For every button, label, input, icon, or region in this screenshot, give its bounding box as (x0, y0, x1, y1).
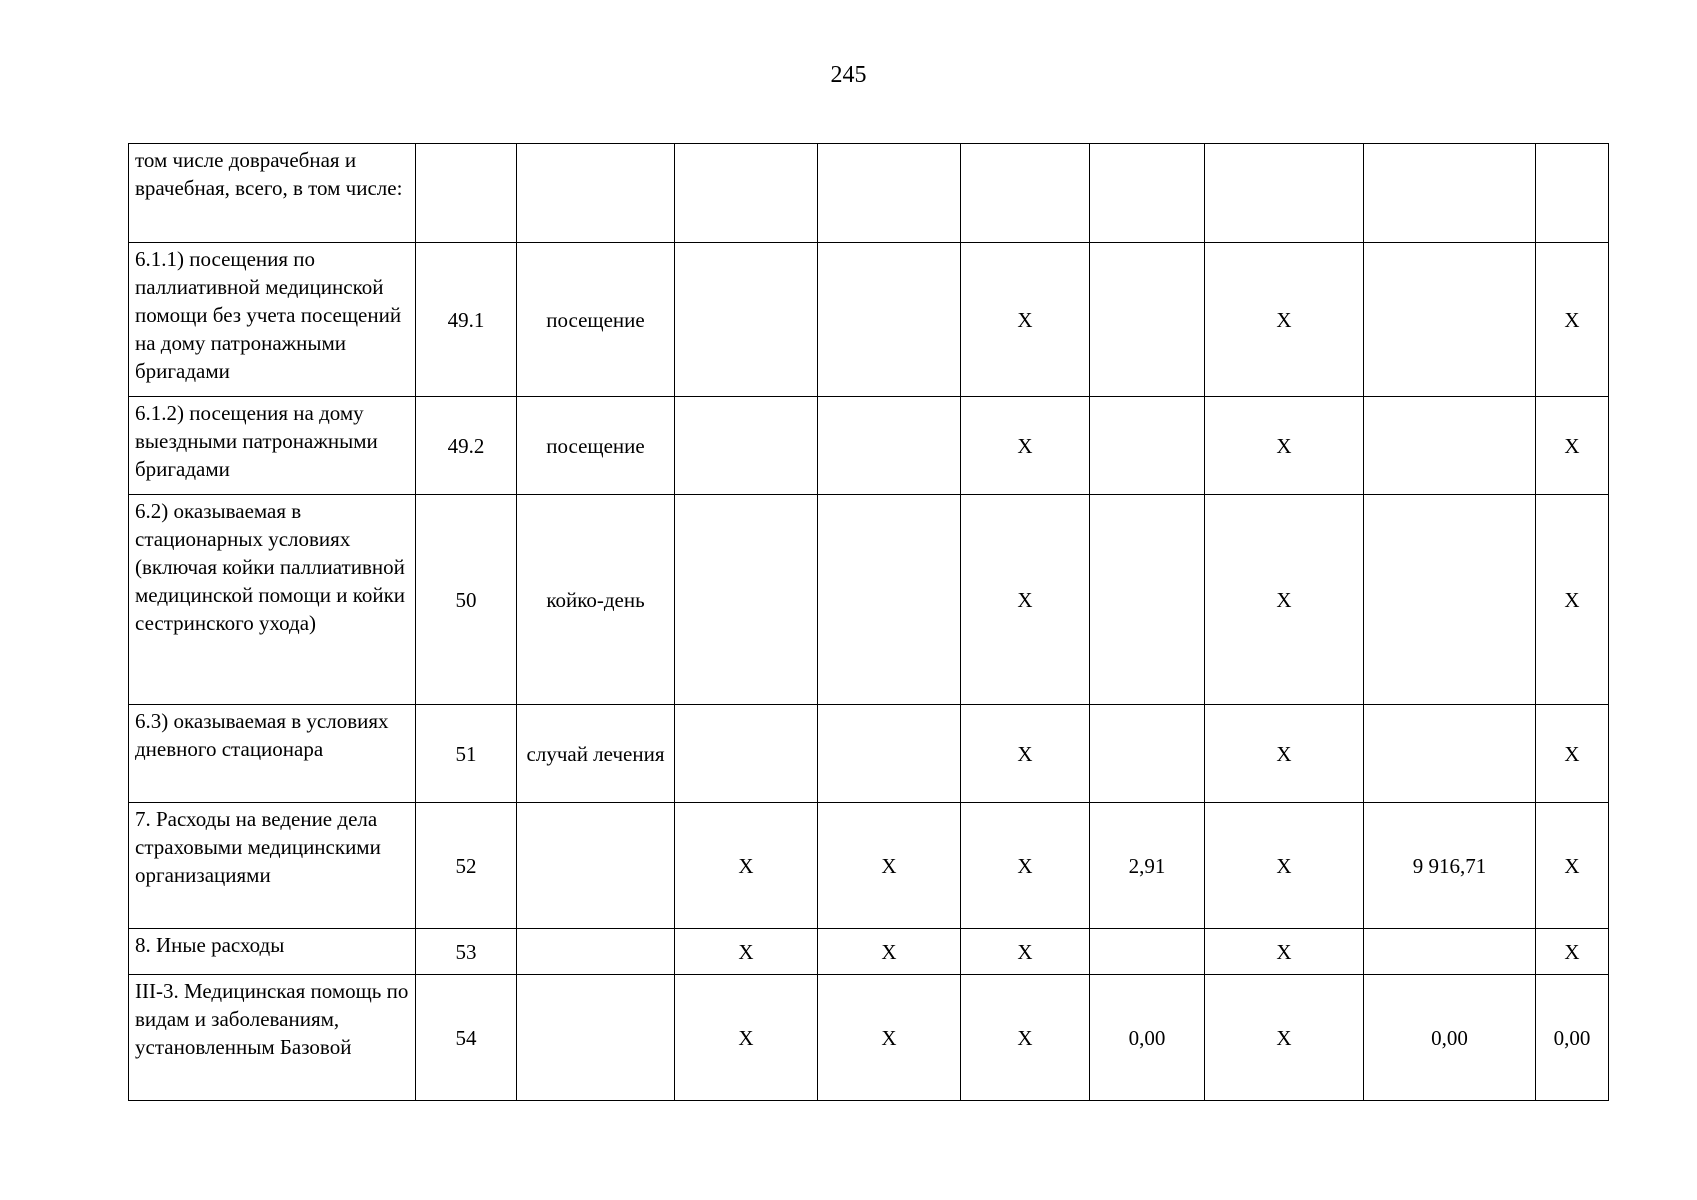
row-name: 8. Иные расходы (129, 929, 416, 975)
cell-col9: X (1536, 397, 1609, 495)
row-unit (517, 975, 675, 1101)
cell-col9: X (1536, 495, 1609, 705)
row-name: III-3. Медицинская помощь по видам и заболеваниям, установленным Базовой (129, 975, 416, 1101)
cell-col6 (1090, 243, 1205, 397)
table-row (129, 705, 1609, 803)
table-row (129, 243, 1609, 397)
row-code: 49.1 (416, 243, 517, 397)
row-name: 7. Расходы на ведение дела страховыми медицинскими организациями (129, 803, 416, 929)
cell-col8 (1364, 495, 1536, 705)
row-code: 51 (416, 705, 517, 803)
page-number: 245 (830, 62, 867, 88)
row-name: 6.3) оказываемая в условиях дневного стационара (129, 705, 416, 803)
cell-col6 (1090, 397, 1205, 495)
row-unit (517, 144, 675, 243)
cell-col7: X (1205, 929, 1364, 975)
cell-col9: X (1536, 705, 1609, 803)
cell-col8 (1364, 705, 1536, 803)
cell-col6: 2,91 (1090, 803, 1205, 929)
row-unit: койко-день (517, 495, 675, 705)
cell-col8 (1364, 397, 1536, 495)
cell-col7: X (1205, 975, 1364, 1101)
row-code: 50 (416, 495, 517, 705)
cell-col9: X (1536, 803, 1609, 929)
cell-col6 (1090, 144, 1205, 243)
cell-col6 (1090, 929, 1205, 975)
row-name: 6.1.2) посещения на дому выездными патронажными бригадами (129, 397, 416, 495)
cell-col5: X (961, 975, 1090, 1101)
table-row (129, 975, 1609, 1101)
row-unit: случай лечения (517, 705, 675, 803)
data-table (128, 143, 1609, 1101)
cell-col3 (675, 144, 818, 243)
row-unit (517, 929, 675, 975)
cell-col5: X (961, 705, 1090, 803)
row-name: 6.1.1) посещения по паллиативной медицинской помощи без учета посещений на дому патронажными бригадами (129, 243, 416, 397)
cell-col8 (1364, 929, 1536, 975)
row-name: 6.2) оказываемая в стационарных условиях (включая койки паллиативной медицинской помощи и койки сестринского ухода) (129, 495, 416, 705)
cell-col8: 0,00 (1364, 975, 1536, 1101)
table-row (129, 495, 1609, 705)
cell-col4: X (818, 803, 961, 929)
cell-col9: X (1536, 929, 1609, 975)
cell-col9 (1536, 144, 1609, 243)
cell-col4 (818, 397, 961, 495)
cell-col5: X (961, 929, 1090, 975)
cell-col7: X (1205, 495, 1364, 705)
cell-col3: X (675, 929, 818, 975)
row-code: 52 (416, 803, 517, 929)
table-row (129, 397, 1609, 495)
cell-col3 (675, 397, 818, 495)
cell-col4 (818, 144, 961, 243)
cell-col6 (1090, 705, 1205, 803)
row-unit (517, 803, 675, 929)
cell-col4 (818, 243, 961, 397)
table-row (129, 929, 1609, 975)
cell-col3: X (675, 803, 818, 929)
row-unit: посещение (517, 397, 675, 495)
cell-col3 (675, 705, 818, 803)
cell-col7: X (1205, 705, 1364, 803)
cell-col3 (675, 243, 818, 397)
row-code: 49.2 (416, 397, 517, 495)
cell-col7 (1205, 144, 1364, 243)
row-name: том числе доврачебная и врачебная, всего, в том числе: (129, 144, 416, 243)
table-row (129, 803, 1609, 929)
cell-col5: X (961, 495, 1090, 705)
cell-col7: X (1205, 243, 1364, 397)
cell-col8: 9 916,71 (1364, 803, 1536, 929)
row-code (416, 144, 517, 243)
cell-col8 (1364, 243, 1536, 397)
row-code: 54 (416, 975, 517, 1101)
cell-col6: 0,00 (1090, 975, 1205, 1101)
cell-col3: X (675, 975, 818, 1101)
cell-col4 (818, 705, 961, 803)
cell-col9: X (1536, 243, 1609, 397)
cell-col5: X (961, 803, 1090, 929)
row-unit: посещение (517, 243, 675, 397)
cell-col4: X (818, 929, 961, 975)
cell-col9: 0,00 (1536, 975, 1609, 1101)
cell-col4: X (818, 975, 961, 1101)
cell-col5: X (961, 397, 1090, 495)
cell-col4 (818, 495, 961, 705)
cell-col6 (1090, 495, 1205, 705)
table-row (129, 144, 1609, 243)
cell-col5 (961, 144, 1090, 243)
row-code: 53 (416, 929, 517, 975)
cell-col5: X (961, 243, 1090, 397)
cell-col3 (675, 495, 818, 705)
cell-col8 (1364, 144, 1536, 243)
cell-col7: X (1205, 803, 1364, 929)
cell-col7: X (1205, 397, 1364, 495)
